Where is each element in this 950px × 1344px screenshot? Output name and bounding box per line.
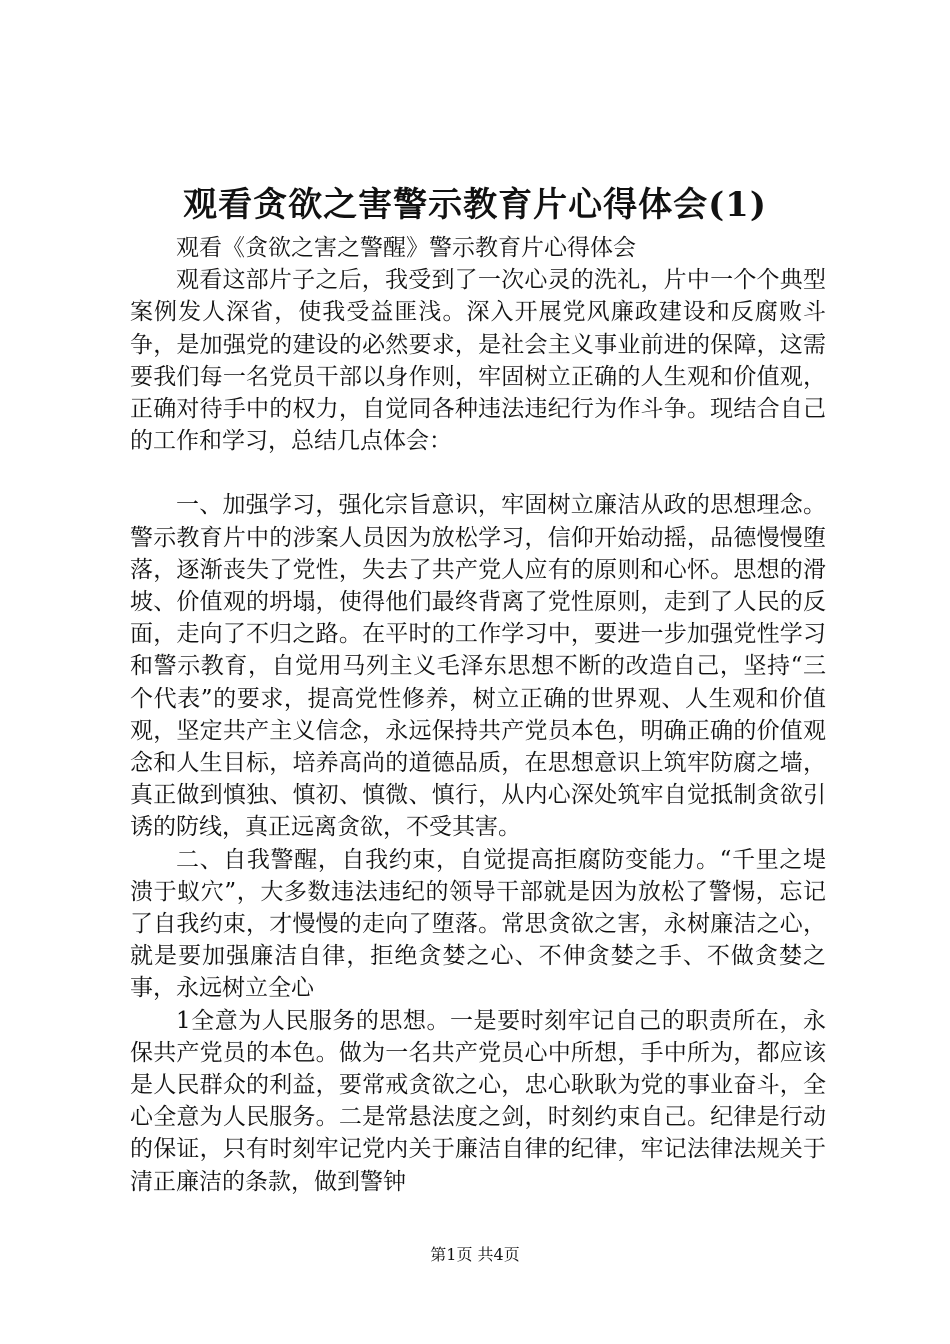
paragraph-point-two: 二、自我警醒，自我约束，自觉提高拒腐防变能力。“千里之堤溃于蚁穴”，大多数违法违纪的领导干部就是因为放松了警惕，忘记了自我约束，才慢慢的走向了堕落。常思贪欲之害，永树廉洁之心，就是要加强廉洁自律，拒绝贪婪之心、不伸贪婪之手、不做贪婪之事，永远树立全心 [130, 846, 826, 1002]
document-title: 观看贪欲之害警示教育片心得体会(1) [183, 185, 767, 225]
paragraph-point-one: 一、加强学习，强化宗旨意识，牢固树立廉洁从政的思想理念。警示教育片中的涉案人员因为放松学习，信仰开始动摇，品德慢慢堕落，逐渐丧失了党性，失去了共产党人应有的原则和心怀。思想的滑坡、价值观的坍塌，使得他们最终背离了党性原则，走到了人民的反面，走向了不归之路。在平时的工作学习中，要进一步加强党性学习和警示教育，自觉用马列主义毛泽东思想不断的改造自己，坚持“三个代表”的要求，提高党性修养，树立正确的世界观、人生观和价值观，坚定共产主义信念，永远保持共产党员本色，明确正确的价值观念和人生目标，培养高尚的道德品质，在思想意识上筑牢防腐之墙，真正做到慎独、慎初、慎微、慎行，从内心深处筑牢自觉抵制贪欲引诱的防线，真正远离贪欲，不受其害。 [130, 492, 826, 841]
paragraph-intro: 观看这部片子之后，我受到了一次心灵的洗礼，片中一个个典型案例发人深省，使我受益匪浅。深入开展党风廉政建设和反腐败斗争，是加强党的建设的必然要求，是社会主义事业前进的保障，这需要我们每一名党员干部以身作则，牢固树立正确的人生观和价值观，正确对待手中的权力，自觉同各种违法违纪行为作斗争。现结合自己的工作和学习，总结几点体会： [130, 267, 826, 455]
paragraph-continuation: 1全意为人民服务的思想。一是要时刻牢记自己的职责所在，永保共产党员的本色。做为一名共产党员心中所想，手中所为，都应该是人民群众的利益，要常戒贪欲之心，忠心耿耿为党的事业奋斗，全心全意为人民服务。二是常悬法度之剑，时刻约束自己。纪律是行动的保证，只有时刻牢记党内关于廉洁自律的纪律，牢记法律法规关于清正廉洁的条款，做到警钟 [130, 1007, 826, 1195]
document-body [130, 232, 826, 1198]
paragraph-subtitle: 观看《贪欲之害之警醒》警示教育片心得体会 [176, 235, 636, 261]
page-number-footer: 第1页 共4页 [430, 1245, 520, 1264]
